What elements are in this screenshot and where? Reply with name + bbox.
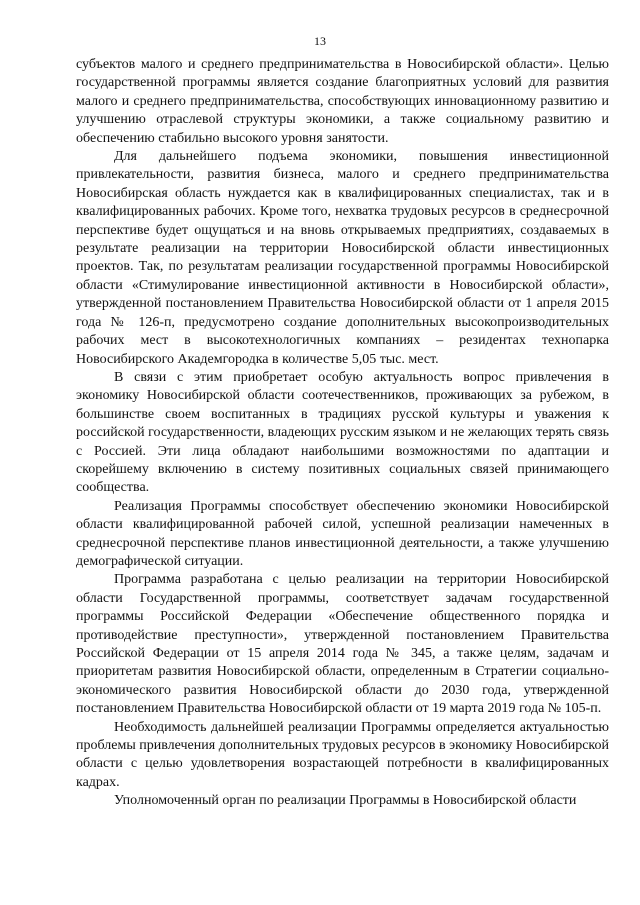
paragraph: Реализация Программы способствует обеспечению экономики Новосибирской области квалифицированной рабочей силой, успешной реализации намеченных в среднесрочной перспективе планов инвестиционной деятельности, а также улучшению демографической ситуации. (76, 498, 609, 569)
paragraph: Для дальнейшего подъема экономики, повышения инвестиционной привлекательности, развития бизнеса, малого и среднего предпринимательства Новосибирская область нуждается как в квалифицированных специалистах, так и в квалифицированных рабочих. Кроме того, нехватка трудовых ресурсов в среднесрочной перспективе будет ощущаться и на вновь открываемых предприятиях, создаваемых в результате реализации на территории Новосибирской области инвестиционных проектов. Так, по результатам реализации государственной программы Новосибирской области «Стимулирование инвестиционной активности в Новосибирской области», утвержденной постановлением Правительства Новосибирской области от 1 апреля 2015 года № 126-п, предусмотрено создание дополнительных высокопроизводительных рабочих мест в высокотехнологичных компаниях – резидентах технопарка Новосибирского Академгородка в количестве 5,05 тыс. мест. (76, 149, 609, 367)
paragraph: В связи с этим приобретает особую актуальность вопрос привлечения в экономику Новосибирской области соотечественников, проживающих за рубежом, в большинстве своем воспитанных в традициях русской культуры и уважения к российской государственности, владеющих русским языком и не желающих терять связь с Россией. Эти лица обладают наибольшими возможностями по адаптации и скорейшему включению в систему позитивных социальных связей принимающего сообщества. (76, 369, 609, 496)
paragraph: Необходимость дальнейшей реализации Программы определяется актуальностью проблемы привлечения дополнительных трудовых ресурсов в экономику Новосибирской области с целью удовлетворения возрастающей потребности в квалифицированных кадрах. (76, 719, 609, 790)
paragraph: Программа разработана с целью реализации на территории Новосибирской области Государственной программы, соответствует задачам государственной программы Российской Федерации «Обеспечение общественного порядка и противодействие преступности», утвержденной постановлением Правительства Российской Федерации от 15 апреля 2014 года № 345, а также целям, задачам и приоритетам развития Новосибирской области, определенным в Стратегии социально-экономического развития Новосибирской области до 2030 года, утвержденной постановлением Правительства Новосибирской области от 19 марта 2019 года № 105-п. (76, 572, 609, 717)
paragraph: Уполномоченный орган по реализации Программы в Новосибирской области (114, 793, 577, 809)
paragraph-continuation: субъектов малого и среднего предпринимательства в Новосибирской области». Целью государственной программы является создание благоприятных условий для развития малого и среднего предпринимательства, способствующих инновационному развитию и улучшению отраслевой структуры экономики, а также социальному развитию и обеспечению стабильно высокого уровня занятости. (76, 57, 609, 146)
document-body (76, 56, 609, 811)
page-number: 13 (314, 34, 326, 48)
